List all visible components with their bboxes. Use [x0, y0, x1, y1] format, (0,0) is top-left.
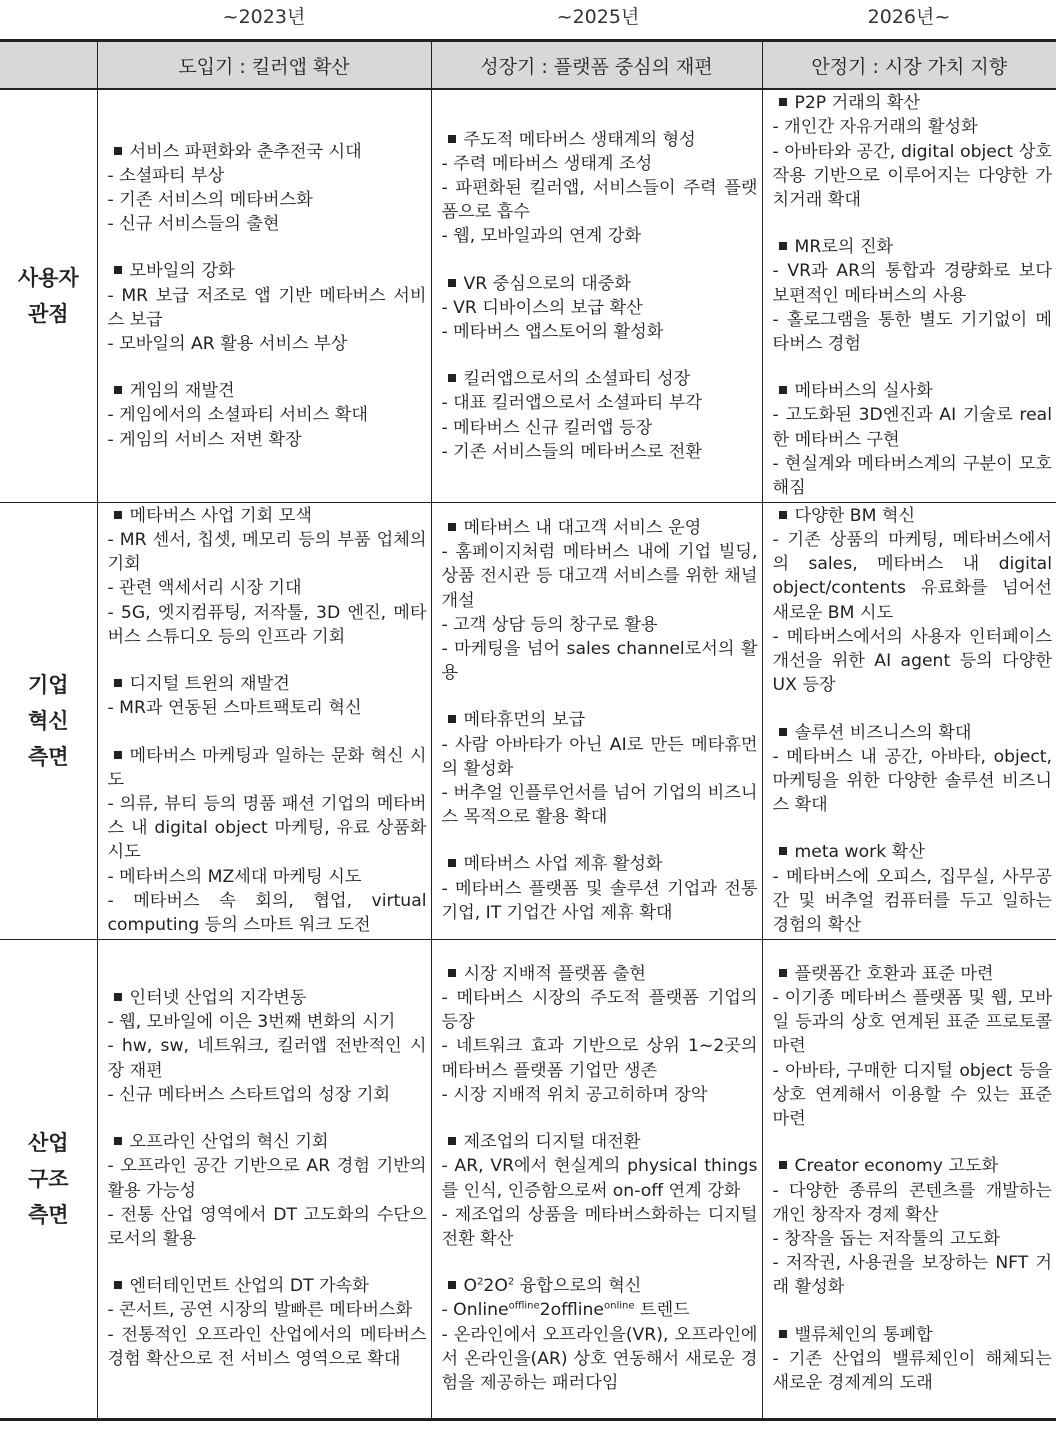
o2o2-heading [442, 1274, 758, 1298]
bullet-square-icon [779, 728, 787, 736]
cell-user-stable: P2P 거래의 확산 - 개인간 자유거래의 활성화 - 아바타와 공간, digital object 상호작용 기반으로 이루어지는 다양한 가치거래 확대 MR로의 진화 - VR과 AR의 통합과 경량화로 보다 보편적인 메타버스의 사용 - 홀로그램을 통한 별도 기기없이 메타버스 경험 메타버스의 실사화 - 고도화된 3D엔진과 AI 기술로 real한 메타버스 구현 - 현실계와 메타버스계의 구분이 모호해짐 [762, 89, 1056, 502]
stage-header-3: 안정기 : 시장 가치 지향 [762, 41, 1056, 90]
bullet-square-icon [448, 969, 456, 977]
bullet-square-icon [779, 386, 787, 394]
o2o2-trend-line [442, 1298, 758, 1322]
cell-industry-growth: 시장 지배적 플랫폼 출현 - 메타버스 시장의 주도적 플랫폼 기업의 등장 - 네트워크 효과 기반으로 상위 1~2곳의 메타버스 플랫폼 기업만 생존 - 시장 지배적 위치 공고히하며 장악 제조업의 디지털 대전환 - AR, VR에서 현실계의 physical things를 인식, 인증함으로써 on-off 연계 강화 - 제조업의 상품을 메타버스화하는 디지털 전환 확산 $O^22O^2$ 융합으로의 혁신 - Online$^{offline}$2offline$^{online}$ 트렌드 - 온라인에서 오프라인을(VR), 오프라인에서 온라인을(AR) 상호 연동해서 새로운 경험을 제공하는 패러다임 [431, 939, 762, 1419]
row-user-perspective [0, 89, 1056, 502]
bullet-square-icon [114, 751, 122, 759]
bullet-square-icon [779, 511, 787, 519]
row-title-enterprise: 기업 혁신 측면 [0, 502, 97, 939]
bullet-square-icon [779, 969, 787, 977]
era-label-2: ~2025년 [556, 6, 640, 28]
bullet-square-icon [448, 523, 456, 531]
row-title-industry: 산업 구조 측면 [0, 939, 97, 1419]
bullet-square-icon [114, 266, 122, 274]
bullet-square-icon [448, 135, 456, 143]
cell-industry-intro: 인터넷 산업의 지각변동 - 웹, 모바일에 이은 3번째 변화의 시기 - hw, sw, 네트워크, 킬러앱 전반적인 시장 재편 - 신규 메타버스 스타트업의 성장 기회 오프라인 산업의 혁신 기회 - 오프라인 공간 기반으로 AR 경험 기반의 활용 가능성 - 전통 산업 영역에서 DT 고도화의 수단으로서의 활용 엔터테인먼트 산업의 DT 가속화 - 콘서트, 공연 시장의 발빠른 메타버스화 - 전통적인 오프라인 산업에서의 메타버스 경험 확산으로 전 서비스 영역으로 확대 [97, 939, 431, 1419]
header-row [0, 41, 1056, 90]
bullet-square-icon [779, 1161, 787, 1169]
stage-header-1: 도입기 : 킬러앱 확산 [97, 41, 431, 90]
era-row [0, 0, 1056, 36]
corner-cell [0, 41, 97, 90]
cell-enterprise-stable: 다양한 BM 혁신 - 기존 상품의 마케팅, 메타버스에서의 sales, 메타버스 내 digital object/contents 유료화를 넘어선 새로운 BM 시도 - 메타버스에서의 사용자 인터페이스 개선을 위한 AI agent 등의 다양한 UX 등장 솔루션 비즈니스의 확대 - 메타버스 내 공간, 아바타, object, 마케팅을 위한 다양한 솔루션 비즈니스 확대 meta work 확산 - 메타버스에 오피스, 집무실, 사무공간 및 버추얼 컴퓨터를 두고 일하는 경험의 확산 [762, 502, 1056, 939]
cell-user-intro: 서비스 파편화와 춘추전국 시대 - 소셜파티 부상 - 기존 서비스의 메타버스화 - 신규 서비스들의 출현 모바일의 강화 - MR 보급 저조로 앱 기반 메타버스 서비스 보급 - 모바일의 AR 활용 서비스 부상 게임의 재발견 - 게임에서의 소셜파티 서비스 확대 - 게임의 서비스 저변 확장 [97, 89, 431, 502]
bullet-square-icon [114, 1281, 122, 1289]
bullet-square-icon [779, 242, 787, 250]
cell-enterprise-intro: 메타버스 사업 기회 모색 - MR 센서, 칩셋, 메모리 등의 부품 업체의 기회 - 관련 액세서리 시장 기대 - 5G, 엣지컴퓨팅, 저작툴, 3D 엔진, 메타버스 스튜디오 등의 인프라 기회 디지털 트윈의 재발견 - MR과 연동된 스마트팩토리 혁신 메타버스 마케팅과 일하는 문화 혁신 시도 - 의류, 뷰티 등의 명품 패션 기업의 메타버스 내 digital object 마케팅, 유료 상품화 시도 - 메타버스의 MZ세대 마케팅 시도 - 메타버스 속 회의, 협업, virtual computing 등의 스마트 워크 도전 [97, 502, 431, 939]
o2o2-trend-rendered: - Online$^{offline}$2offline$^{online}$ 트렌드 [441, 1300, 690, 1321]
row-enterprise [0, 502, 1056, 939]
bullet-square-icon [448, 859, 456, 867]
row-industry [0, 939, 1056, 1419]
bullet-square-icon [448, 1137, 456, 1145]
bullet-square-icon [448, 374, 456, 382]
cell-enterprise-growth: 메타버스 내 대고객 서비스 운영 - 홈페이지처럼 메타버스 내에 기업 빌딩, 상품 전시관 등 대고객 서비스를 위한 채널 개설 - 고객 상담 등의 창구로 활용 - 마케팅을 넘어 sales channel로서의 활용 메타휴먼의 보급 - 사람 아바타가 아닌 AI로 만든 메타휴먼의 활성화 - 버추얼 인플루언서를 넘어 기업의 비즈니스 목적으로 활용 확대 메타버스 사업 제휴 활성화 - 메타버스 플랫폼 및 솔루션 기업과 전통기업, IT 기업간 사업 제휴 확대 [431, 502, 762, 939]
metaverse-stage-table [0, 39, 1056, 1421]
bullet-square-icon [779, 98, 787, 106]
bullet-square-icon [448, 715, 456, 723]
bullet-square-icon [779, 1330, 787, 1338]
stage-header-2: 성장기 : 플랫폼 중심의 재편 [431, 41, 762, 90]
era-label-3: 2026년~ [867, 6, 951, 28]
bullet-square-icon [448, 1281, 456, 1289]
bullet-square-icon [114, 147, 122, 155]
cell-user-growth: 주도적 메타버스 생태계의 형성 - 주력 메타버스 생태계 조성 - 파편화된 킬러앱, 서비스들이 주력 플랫폼으로 흡수 - 웹, 모바일과의 연계 강화 VR 중심으로의 대중화 - VR 디바이스의 보급 확산 - 메타버스 앱스토어의 활성화 킬러앱으로서의 소셜파티 성장 - 대표 킬러앱으로서 소셜파티 부각 - 메타버스 신규 킬러앱 등장 - 기존 서비스들의 메타버스로 전환 [431, 89, 762, 502]
era-label-1: ~2023년 [222, 6, 306, 28]
bullet-square-icon [779, 847, 787, 855]
bullet-square-icon [448, 279, 456, 287]
bullet-square-icon [114, 993, 122, 1001]
bullet-square-icon [114, 511, 122, 519]
bullet-square-icon [114, 679, 122, 687]
cell-industry-stable: 플랫폼간 호환과 표준 마련 - 이기종 메타버스 플랫폼 및 웹, 모바일 등과의 상호 연계된 표준 프로토콜 마련 - 아바타, 구매한 디지털 object 등을 상호 연계해서 이용할 수 있는 표준 마련 Creator economy 고도화 - 다양한 종류의 콘텐츠를 개발하는 개인 창작자 경제 확산 - 창작을 돕는 저작툴의 고도화 - 저작권, 사용권을 보장하는 NFT 거래 활성화 밸류체인의 통폐합 - 기존 산업의 밸류체인이 해체되는 새로운 경제계의 도래 [762, 939, 1056, 1419]
bullet-square-icon [114, 386, 122, 394]
o2o2-heading-rendered: $O^22O^2$ 융합으로의 혁신 [463, 1276, 642, 1297]
bullet-square-icon [114, 1137, 122, 1145]
row-title-user: 사용자 관점 [0, 89, 97, 502]
